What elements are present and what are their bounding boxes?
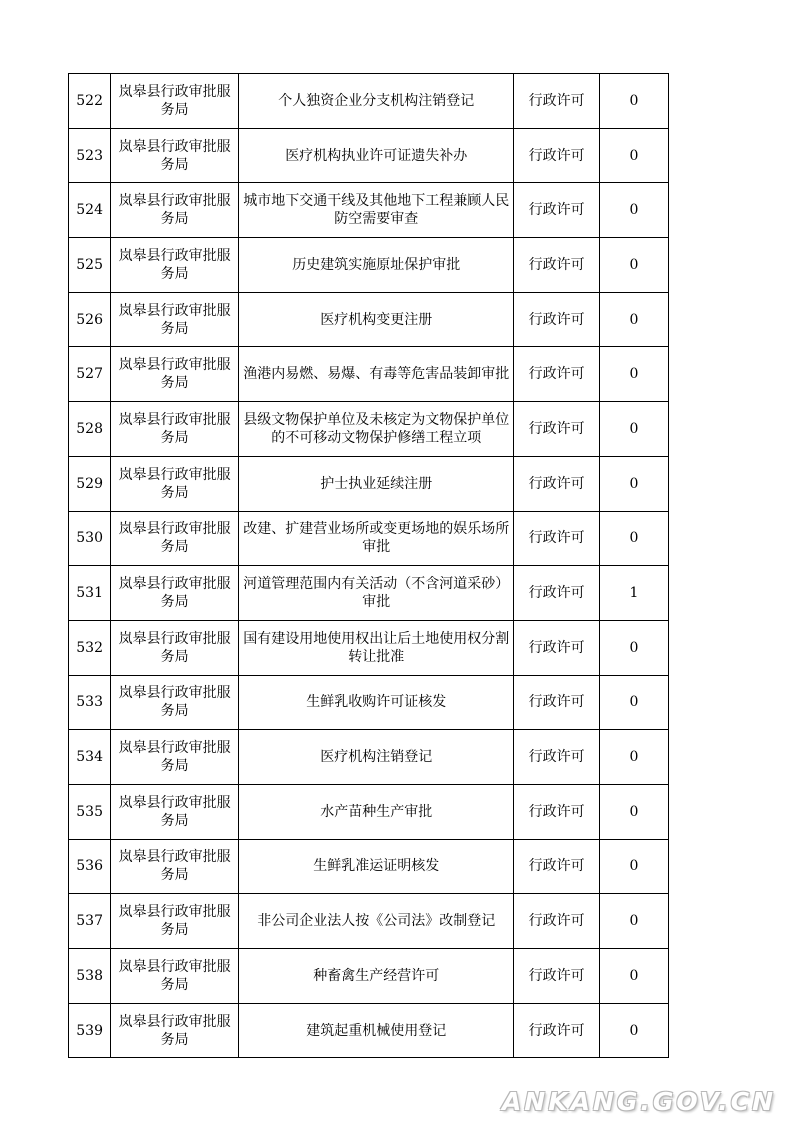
row-number-cell: 530: [69, 511, 111, 566]
row-number-cell: 528: [69, 402, 111, 457]
item-type-cell: 行政许可: [514, 511, 600, 566]
approval-item-cell: 医疗机构注销登记: [239, 730, 514, 785]
count-cell: 0: [599, 511, 668, 566]
row-number-cell: 538: [69, 949, 111, 1004]
department-cell: 岚皋县行政审批服务局: [111, 730, 239, 785]
item-type-cell: 行政许可: [514, 949, 600, 1004]
department-cell: 岚皋县行政审批服务局: [111, 347, 239, 402]
table-row: [69, 238, 669, 293]
approval-item-cell: 护士执业延续注册: [239, 456, 514, 511]
department-cell: 岚皋县行政审批服务局: [111, 292, 239, 347]
department-cell: 岚皋县行政审批服务局: [111, 74, 239, 129]
approval-item-cell: 医疗机构执业许可证遗失补办: [239, 128, 514, 183]
table-row: [69, 456, 669, 511]
item-type-cell: 行政许可: [514, 894, 600, 949]
approval-item-cell: 非公司企业法人按《公司法》改制登记: [239, 894, 514, 949]
row-number-cell: 534: [69, 730, 111, 785]
table-row: [69, 511, 669, 566]
department-cell: 岚皋县行政审批服务局: [111, 894, 239, 949]
approval-item-cell: 种畜禽生产经营许可: [239, 949, 514, 1004]
item-type-cell: 行政许可: [514, 402, 600, 457]
row-number-cell: 531: [69, 566, 111, 621]
approval-item-cell: 国有建设用地使用权出让后土地使用权分割转让批准: [239, 620, 514, 675]
row-number-cell: 527: [69, 347, 111, 402]
row-number-cell: 535: [69, 784, 111, 839]
table-row: [69, 784, 669, 839]
count-cell: 0: [599, 238, 668, 293]
department-cell: 岚皋县行政审批服务局: [111, 183, 239, 238]
table-row: [69, 839, 669, 894]
item-type-cell: 行政许可: [514, 347, 600, 402]
item-type-cell: 行政许可: [514, 566, 600, 621]
count-cell: 0: [599, 1003, 668, 1058]
approval-item-cell: 河道管理范围内有关活动（不含河道采砂）审批: [239, 566, 514, 621]
approval-item-cell: 个人独资企业分支机构注销登记: [239, 74, 514, 129]
approval-item-cell: 历史建筑实施原址保护审批: [239, 238, 514, 293]
approval-item-cell: 城市地下交通干线及其他地下工程兼顾人民防空需要审查: [239, 183, 514, 238]
item-type-cell: 行政许可: [514, 456, 600, 511]
count-cell: 0: [599, 730, 668, 785]
site-watermark: ANKANG.GOV.CN: [501, 1087, 776, 1116]
item-type-cell: 行政许可: [514, 730, 600, 785]
item-type-cell: 行政许可: [514, 675, 600, 730]
department-cell: 岚皋县行政审批服务局: [111, 456, 239, 511]
row-number-cell: 529: [69, 456, 111, 511]
department-cell: 岚皋县行政审批服务局: [111, 949, 239, 1004]
item-type-cell: 行政许可: [514, 74, 600, 129]
count-cell: 0: [599, 74, 668, 129]
count-cell: 0: [599, 675, 668, 730]
count-cell: 0: [599, 456, 668, 511]
table-row: [69, 1003, 669, 1058]
table-row: [69, 620, 669, 675]
item-type-cell: 行政许可: [514, 128, 600, 183]
approval-item-cell: 改建、扩建营业场所或变更场地的娱乐场所审批: [239, 511, 514, 566]
count-cell: 0: [599, 839, 668, 894]
department-cell: 岚皋县行政审批服务局: [111, 128, 239, 183]
count-cell: 0: [599, 894, 668, 949]
row-number-cell: 522: [69, 74, 111, 129]
approval-item-cell: 建筑起重机械使用登记: [239, 1003, 514, 1058]
count-cell: 0: [599, 183, 668, 238]
department-cell: 岚皋县行政审批服务局: [111, 620, 239, 675]
table-body: [69, 74, 669, 1058]
count-cell: 0: [599, 949, 668, 1004]
table-row: [69, 675, 669, 730]
count-cell: 0: [599, 347, 668, 402]
row-number-cell: 523: [69, 128, 111, 183]
department-cell: 岚皋县行政审批服务局: [111, 566, 239, 621]
department-cell: 岚皋县行政审批服务局: [111, 784, 239, 839]
department-cell: 岚皋县行政审批服务局: [111, 675, 239, 730]
approval-item-cell: 生鲜乳准运证明核发: [239, 839, 514, 894]
department-cell: 岚皋县行政审批服务局: [111, 402, 239, 457]
count-cell: 1: [599, 566, 668, 621]
table-row: [69, 894, 669, 949]
approval-item-cell: 生鲜乳收购许可证核发: [239, 675, 514, 730]
row-number-cell: 533: [69, 675, 111, 730]
item-type-cell: 行政许可: [514, 183, 600, 238]
approval-item-cell: 渔港内易燃、易爆、有毒等危害品装卸审批: [239, 347, 514, 402]
table-row: [69, 949, 669, 1004]
item-type-cell: 行政许可: [514, 292, 600, 347]
item-type-cell: 行政许可: [514, 1003, 600, 1058]
table-row: [69, 347, 669, 402]
approval-items-table: [68, 73, 669, 1058]
table-row: [69, 402, 669, 457]
table-row: [69, 183, 669, 238]
table-row: [69, 730, 669, 785]
row-number-cell: 536: [69, 839, 111, 894]
item-type-cell: 行政许可: [514, 839, 600, 894]
table-row: [69, 74, 669, 129]
row-number-cell: 537: [69, 894, 111, 949]
count-cell: 0: [599, 620, 668, 675]
department-cell: 岚皋县行政审批服务局: [111, 238, 239, 293]
department-cell: 岚皋县行政审批服务局: [111, 839, 239, 894]
count-cell: 0: [599, 292, 668, 347]
count-cell: 0: [599, 402, 668, 457]
table-row: [69, 566, 669, 621]
approval-item-cell: 医疗机构变更注册: [239, 292, 514, 347]
row-number-cell: 539: [69, 1003, 111, 1058]
department-cell: 岚皋县行政审批服务局: [111, 1003, 239, 1058]
count-cell: 0: [599, 784, 668, 839]
table-row: [69, 292, 669, 347]
count-cell: 0: [599, 128, 668, 183]
item-type-cell: 行政许可: [514, 620, 600, 675]
table-row: [69, 128, 669, 183]
department-cell: 岚皋县行政审批服务局: [111, 511, 239, 566]
row-number-cell: 532: [69, 620, 111, 675]
approval-item-cell: 县级文物保护单位及未核定为文物保护单位的不可移动文物保护修缮工程立项: [239, 402, 514, 457]
item-type-cell: 行政许可: [514, 784, 600, 839]
row-number-cell: 526: [69, 292, 111, 347]
row-number-cell: 525: [69, 238, 111, 293]
item-type-cell: 行政许可: [514, 238, 600, 293]
approval-item-cell: 水产苗种生产审批: [239, 784, 514, 839]
row-number-cell: 524: [69, 183, 111, 238]
